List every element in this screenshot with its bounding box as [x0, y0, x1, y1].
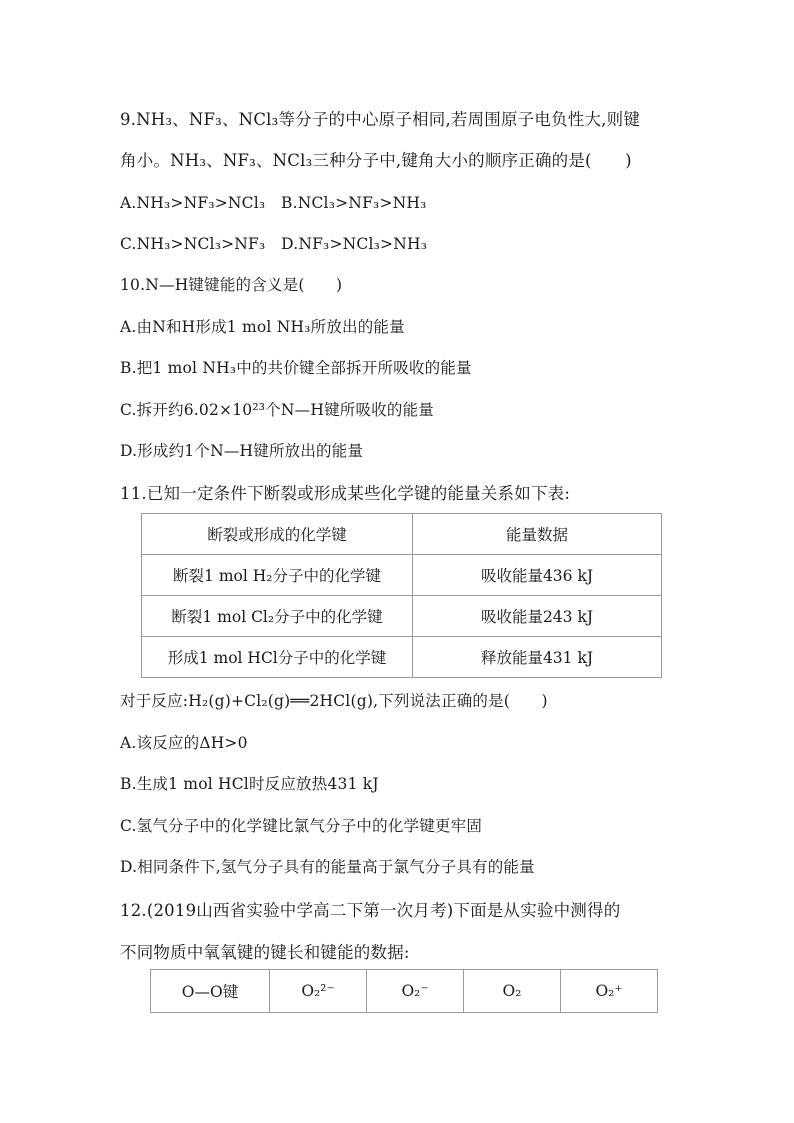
q10-option-d: D.形成约1个N—H键所放出的能量: [120, 442, 364, 460]
table-row: [142, 596, 662, 637]
q12-stem-line2: 不同物质中氧氧键的键长和键能的数据:: [120, 943, 410, 962]
q9-options-ab: A.NH₃>NF₃>NCl₃ B.NCl₃>NF₃>NH₃: [120, 194, 427, 212]
q11-option-a: A.该反应的ΔH>0: [120, 734, 248, 752]
table-cell: 断裂1 mol H₂分子中的化学键: [142, 555, 413, 596]
table-cell: 释放能量431 kJ: [413, 637, 662, 678]
q9-stem-line2: 角小。NH₃、NF₃、NCl₃三种分子中,键角大小的顺序正确的是( ): [120, 151, 632, 170]
table-header-cell: O₂: [464, 970, 561, 1013]
table-header-row: [142, 514, 662, 555]
table-header-cell: 断裂或形成的化学键: [142, 514, 413, 555]
q10-option-b: B.把1 mol NH₃中的共价键全部拆开所吸收的能量: [120, 359, 472, 377]
q9-stem-line1: 9.NH₃、NF₃、NCl₃等分子的中心原子相同,若周围原子电负性大,则键: [120, 110, 641, 129]
q10-stem: 10.N—H键键能的含义是( ): [120, 276, 343, 294]
q11-option-b: B.生成1 mol HCl时反应放热431 kJ: [120, 775, 379, 793]
table-cell: 形成1 mol HCl分子中的化学键: [142, 637, 413, 678]
table-row: [142, 555, 662, 596]
table-row: [142, 637, 662, 678]
table-header-cell: O—O键: [151, 970, 270, 1013]
table-header-cell: 能量数据: [413, 514, 662, 555]
q11-bond-energy-table: [141, 513, 662, 678]
q10-option-a: A.由N和H形成1 mol NH₃所放出的能量: [120, 318, 405, 336]
table-header-cell: O₂⁺: [561, 970, 658, 1013]
q11-question: 对于反应:H₂(g)+Cl₂(g)══2HCl(g),下列说法正确的是( ): [120, 692, 548, 710]
table-cell: 断裂1 mol Cl₂分子中的化学键: [142, 596, 413, 637]
table-header-row: [151, 970, 658, 1013]
q9-options-cd: C.NH₃>NCl₃>NF₃ D.NF₃>NCl₃>NH₃: [120, 235, 428, 253]
table-header-cell: O₂²⁻: [270, 970, 367, 1013]
table-header-cell: O₂⁻: [367, 970, 464, 1013]
q11-stem: 11.已知一定条件下断裂或形成某些化学键的能量关系如下表:: [120, 484, 571, 503]
q12-stem-line1: 12.(2019山西省实验中学高二下第一次月考)下面是从实验中测得的: [120, 901, 621, 920]
table-cell: 吸收能量243 kJ: [413, 596, 662, 637]
q11-option-c: C.氢气分子中的化学键比氯气分子中的化学键更牢固: [120, 817, 483, 835]
q11-option-d: D.相同条件下,氢气分子具有的能量高于氯气分子具有的能量: [120, 858, 535, 876]
q12-oxygen-bond-table: [150, 969, 658, 1013]
q10-option-c: C.拆开约6.02×10²³个N—H键所吸收的能量: [120, 401, 434, 419]
table-cell: 吸收能量436 kJ: [413, 555, 662, 596]
